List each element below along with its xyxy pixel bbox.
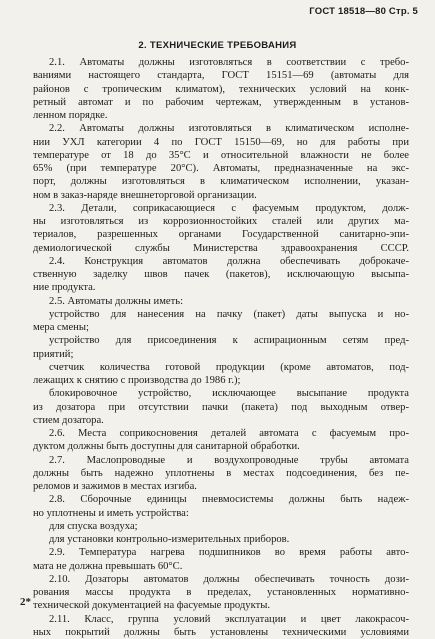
text-line: 2.3. Детали, соприкасающиеся с фасуемым продуктом, долж- xyxy=(49,202,409,214)
text-line: ны изготовляться из коррозионностойких сталей или других ма- xyxy=(33,216,409,227)
text-line: но уплотнены и иметь устройства: xyxy=(33,507,189,519)
text-line: 2.1. Автоматы должны изготовляться в соответствии с требо- xyxy=(49,57,409,68)
text-line: стием дозатора. xyxy=(33,414,104,426)
text-line: порт, должны изготовляться в климатическом исполнении, указан- xyxy=(33,176,409,188)
text-line: 2.5. Автоматы должны иметь: xyxy=(49,295,184,307)
section-title: 2. ТЕХНИЧЕСКИЕ ТРЕБОВАНИЯ xyxy=(138,40,297,51)
body-text xyxy=(33,56,409,639)
text-line: 2.4. Конструкция автоматов должна обеспечивать доброкаче- xyxy=(49,255,409,267)
text-line: 2.9. Температура нагрева подшипников во время работы авто- xyxy=(49,547,409,559)
text-line: рования массы продукта в пределах, установленных нормативно- xyxy=(33,587,409,598)
text-line: 65% (при температуре 20°С). Автоматы, предназначенные на экс- xyxy=(33,163,409,174)
text-line: ваниями настоящего стандарта, ГОСТ 15151—69 (автоматы для xyxy=(33,70,409,82)
text-line: для установки контрольно-измерительных приборов. xyxy=(49,534,290,545)
text-line: дуктом должны быть доступны для санитарной обработки. xyxy=(33,441,300,453)
text-line: счетчик количества готовой продукции (кроме автоматов, под- xyxy=(49,361,409,373)
page-header: ГОСТ 18518—80 Стр. 5 xyxy=(309,6,418,17)
text-line: ленном порядке. xyxy=(33,110,108,121)
text-line: устройство для нанесения на пачку (пакет) даты выпуска и но- xyxy=(49,308,409,320)
text-line: мера смены; xyxy=(33,322,89,333)
text-line: для спуска воздуха; xyxy=(49,520,138,532)
text-line: нии УХЛ категории 4 по ГОСТ 15150—69, но для работы при xyxy=(33,136,409,148)
text-line: 2.10. Дозаторы автоматов должны обеспечивать точность дози- xyxy=(49,573,409,585)
page-signature-mark: 2* xyxy=(20,596,31,608)
text-line: демиологической службы Министерства здравоохранения СССР. xyxy=(33,242,409,254)
text-line: должны быть надежно уплотнены в местах подсоединения, без пе- xyxy=(33,467,409,479)
text-line: ном в заказ-наряде внешнеторговой организации. xyxy=(33,189,257,201)
text-line: ретный автомат и по рабочим чертежам, утвержденным в установ- xyxy=(33,96,409,108)
text-line: 2.2. Автоматы должны изготовляться в климатическом исполне- xyxy=(49,123,409,135)
text-line: блокировочное устройство, исключающее высыпание продукта xyxy=(49,388,409,400)
text-line: мата не должна превышать 60°С. xyxy=(33,560,183,572)
text-line: ных покрытий должны быть установлены техническими условиями xyxy=(33,626,409,638)
text-line: 2.6. Места соприкосновения деталей автомата с фасуемым про- xyxy=(49,428,409,439)
text-line: из дозатора при отсутствии пачки (пакета) под выходным отвер- xyxy=(33,401,409,413)
text-line: температуре от 18 до 35°С и относительной влажности не более xyxy=(33,149,409,161)
text-line: реломов и зажимов в местах изгиба. xyxy=(33,481,197,492)
text-line: 2.7. Маслопроводные и воздухопроводные трубы автомата xyxy=(49,454,409,466)
text-line: ние продукта. xyxy=(33,282,96,294)
text-line: лежащих к снятию с производства до 1986 г.); xyxy=(33,375,241,386)
text-line: 2.8. Сборочные единицы пневмосистемы должны быть надеж- xyxy=(49,494,409,506)
text-line: приятий; xyxy=(33,348,74,360)
text-line: ственную заделку швов пачек (пакетов), исключающую высыпа- xyxy=(33,269,409,280)
text-line: териалов, разрешенных органами Государственной санитарно-эпи- xyxy=(33,229,409,241)
text-line: районов с тропическим климатом), технических условий на конк- xyxy=(33,83,409,95)
text-line: устройство для присоединения к аспирационным сетям пред- xyxy=(49,335,409,347)
text-line: 2.11. Класс, группа условий эксплуатации и цвет лакокрасоч- xyxy=(49,613,409,625)
text-line: технической документацией на фасуемые продукты. xyxy=(33,600,271,612)
